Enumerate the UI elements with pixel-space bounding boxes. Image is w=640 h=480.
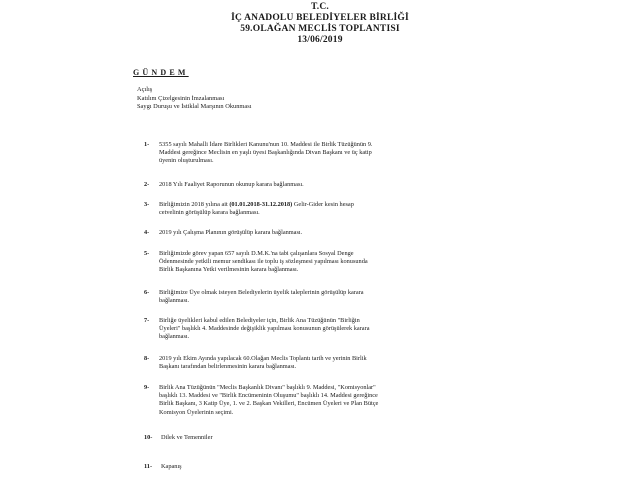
header-union-name: İÇ ANADOLU BELEDİYELER BİRLİĞİ (231, 13, 409, 23)
item-number: 7- (144, 317, 150, 324)
item-text-line: 2019 yılı Çalışma Planının görüşülüp karara bağlanması. (159, 229, 303, 236)
item-number: 1- (144, 141, 150, 148)
header-date: 13/06/2019 (297, 35, 343, 45)
item-text-line: Ödenmesinde yetkili memur sendikası ile toplu iş sözleşmesi yapılması konusunda (159, 258, 368, 266)
item-text-line: Birliğe üyelikleri kabul edilen Belediyeler için, Birlik Ana Tüzüğünün "Birliğin (159, 317, 360, 324)
agenda-item-7 (144, 317, 454, 342)
item-number: 3- (144, 201, 150, 208)
item-text-line: 2019 yılı Ekim Ayında yapılacak 60.Olağan Meclis Toplantı tarih ve yerinin Birlik (159, 355, 367, 362)
agenda-item-9 (144, 384, 454, 417)
item-text-line: Kapanış (161, 463, 182, 470)
item-text-line: Birlik Ana Tüzüğünün "Meclis Başkanlık Divanı" başlıklı 9. Maddesi, "Komisyonlar" (159, 384, 376, 391)
header-republic: T.C. (310, 2, 330, 12)
item-text-line: Komisyon Üyelerinin seçimi. (159, 408, 234, 416)
item-text-line: Başkanı tarafından belirlenmesinin karara bağlanması. (159, 363, 297, 371)
item-text-line: Maddesi gereğince Meclisin en yaşlı üyesi Başkanlığında Divan Başkanı ve üç katip (159, 149, 372, 157)
item-text-line: bağlanması. (159, 333, 190, 341)
item-text-line: üyenin oluşturulması. (159, 157, 214, 165)
agenda-item-2 (144, 181, 454, 189)
item-text-segment: Gelir-Gider kesin hesap (292, 201, 354, 208)
item-text-line: Birliğimize Üye olmak isteyen Belediyelerin üyelik taleplerinin görüşülüp karara (159, 289, 364, 296)
agenda-item-1 (144, 141, 454, 166)
item-text-line (159, 201, 454, 209)
agenda-item-3 (144, 201, 454, 217)
item-text-line: Birliğimizde görev yapan 657 sayılı D.M.K.'na tabi çalışanlara Sosyal Denge (159, 250, 354, 257)
agenda-item-8 (144, 355, 454, 371)
item-number: 9- (144, 384, 150, 391)
item-text-line: cetvelinin görüşülüp karara bağlanması. (159, 209, 260, 217)
intro-silence-anthem: Saygı Duruşu ve İstiklal Marşının Okunması (137, 103, 252, 111)
item-number: 6- (144, 289, 150, 296)
agenda-item-6 (144, 289, 454, 305)
item-number: 5- (144, 250, 150, 257)
item-number: 10- (144, 434, 153, 441)
intro-opening: Açılış (137, 86, 153, 93)
item-text-line: başlıklı 13. Maddesi ve "Birlik Encümeninin Oluşumu" başlıklı 14. Maddesi gereğince (159, 392, 378, 400)
item-text-line: Dilek ve Temenniler (161, 434, 213, 441)
item-text-line: Üyeleri" başlıklı 4. Maddesinde değişiklik yapılması konusunun görüşülerek karara (159, 325, 370, 333)
item-text-line: bağlanması. (159, 297, 190, 305)
item-text-line: Birlik Başkanı, 3 Katip Üye, 1. ve 2. Başkan Vekilleri, Encümen Üyeleri ve Plan Bütçe (159, 400, 379, 408)
item-text-line: 2018 Yılı Faaliyet Raporunun okunup karara bağlanması. (159, 181, 304, 188)
item-number: 8- (144, 355, 150, 362)
item-text-line: 5355 sayılı Mahalli İdare Birlikleri Kanunu'nun 10. Maddesi ile Birlik Tüzüğünün 9. (159, 141, 373, 148)
intro-attendance: Katılım Çizelgesinin İmzalanması (137, 94, 225, 102)
agenda-item-10 (144, 434, 454, 442)
item-number: 2- (144, 181, 150, 188)
item-text-line: Birlik Başkanına Yetki verilmesinin karara bağlanması. (159, 266, 299, 274)
item-number: 11- (144, 463, 153, 470)
item-number: 4- (144, 229, 150, 236)
agenda-title: GÜNDEM (133, 68, 189, 77)
item-text-segment: Birliğimizin 2018 yılına ait (159, 201, 230, 208)
agenda-item-11 (144, 463, 454, 471)
agenda-item-5 (144, 250, 454, 275)
agenda-item-4 (144, 229, 454, 237)
header-meeting-name: 59.OLAĞAN MECLİS TOPLANTISI (240, 24, 400, 34)
fiscal-period: (01.01.2018-31.12.2018) (229, 201, 293, 208)
